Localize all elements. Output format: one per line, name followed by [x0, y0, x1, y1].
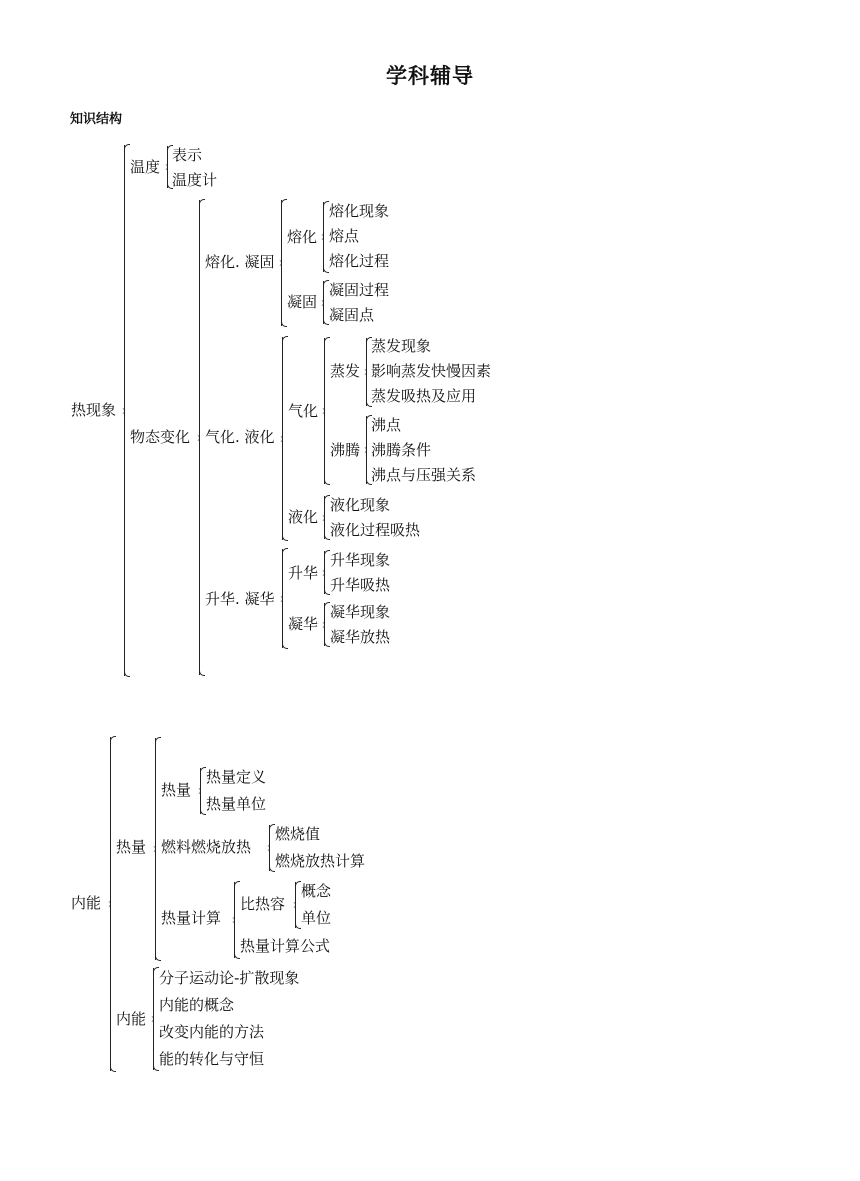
section-heading: 知识结构 — [70, 112, 123, 127]
list-item: 燃烧放热计算 — [275, 852, 366, 870]
list-item: 概念 — [301, 882, 332, 900]
heat-root-brace — [124, 145, 131, 676]
specific-heat-label: 比热容 — [240, 895, 286, 913]
list-item: 蒸发吸热及应用 — [371, 387, 477, 405]
boiling-label: 沸腾 — [330, 441, 361, 459]
internal-root-label: 内能 — [71, 894, 102, 912]
list-item: 凝华放热 — [330, 628, 391, 646]
list-item: 内能的概念 — [159, 996, 235, 1014]
vapor-liquefy-label: 气化. 液化 — [205, 428, 275, 446]
list-item: 升华吸热 — [330, 576, 391, 594]
list-item: 熔点 — [329, 227, 360, 245]
list-item: 凝固点 — [329, 306, 375, 324]
list-item: 沸腾条件 — [371, 441, 432, 459]
calc-label: 热量计算 — [161, 909, 222, 927]
heat-qty-label: 热量 — [116, 838, 147, 856]
heat-def-label: 热量 — [161, 781, 192, 799]
energy-label: 内能 — [116, 1010, 147, 1028]
temperature-label: 温度 — [130, 158, 161, 176]
list-item: 蒸发现象 — [371, 337, 432, 355]
list-item: 热量定义 — [206, 768, 267, 786]
melt-solidify-label: 熔化. 凝固 — [205, 253, 275, 271]
vaporization-label: 气化 — [288, 402, 319, 420]
solidifying-label: 凝固 — [287, 293, 318, 311]
list-item: 影响蒸发快慢因素 — [371, 362, 492, 380]
sublimation-label: 升华 — [288, 564, 319, 582]
list-item: 单位 — [301, 909, 332, 927]
vaporization-brace — [324, 338, 331, 484]
deposition-label: 凝华 — [288, 615, 319, 633]
evaporation-label: 蒸发 — [330, 362, 361, 380]
list-item: 热量计算公式 — [240, 937, 331, 955]
list-item: 改变内能的方法 — [159, 1023, 265, 1041]
list-item: 液化过程吸热 — [330, 521, 421, 539]
list-item: 凝固过程 — [329, 281, 390, 299]
list-item: 分子运动论-扩散现象 — [159, 969, 300, 987]
list-item: 升华现象 — [330, 551, 391, 569]
list-item: 温度计 — [172, 171, 218, 189]
list-item: 熔化过程 — [329, 252, 390, 270]
melting-label: 熔化 — [287, 228, 318, 246]
list-item: 沸点 — [371, 416, 402, 434]
page-title: 学科辅导 — [386, 64, 474, 88]
list-item: 表示 — [172, 146, 203, 164]
list-item: 液化现象 — [330, 496, 391, 514]
list-item: 凝华现象 — [330, 603, 391, 621]
fuel-label: 燃料燃烧放热 — [161, 838, 252, 856]
sublimation-group-label: 升华. 凝华 — [205, 590, 275, 608]
list-item: 热量单位 — [206, 795, 267, 813]
state-change-label: 物态变化 — [130, 428, 191, 446]
heat-root-label: 热现象 — [71, 401, 117, 419]
list-item: 沸点与压强关系 — [371, 466, 477, 484]
list-item: 能的转化与守恒 — [159, 1050, 265, 1068]
list-item: 燃烧值 — [275, 825, 321, 843]
list-item: 熔化现象 — [329, 202, 390, 220]
liquefaction-label: 液化 — [288, 508, 319, 526]
